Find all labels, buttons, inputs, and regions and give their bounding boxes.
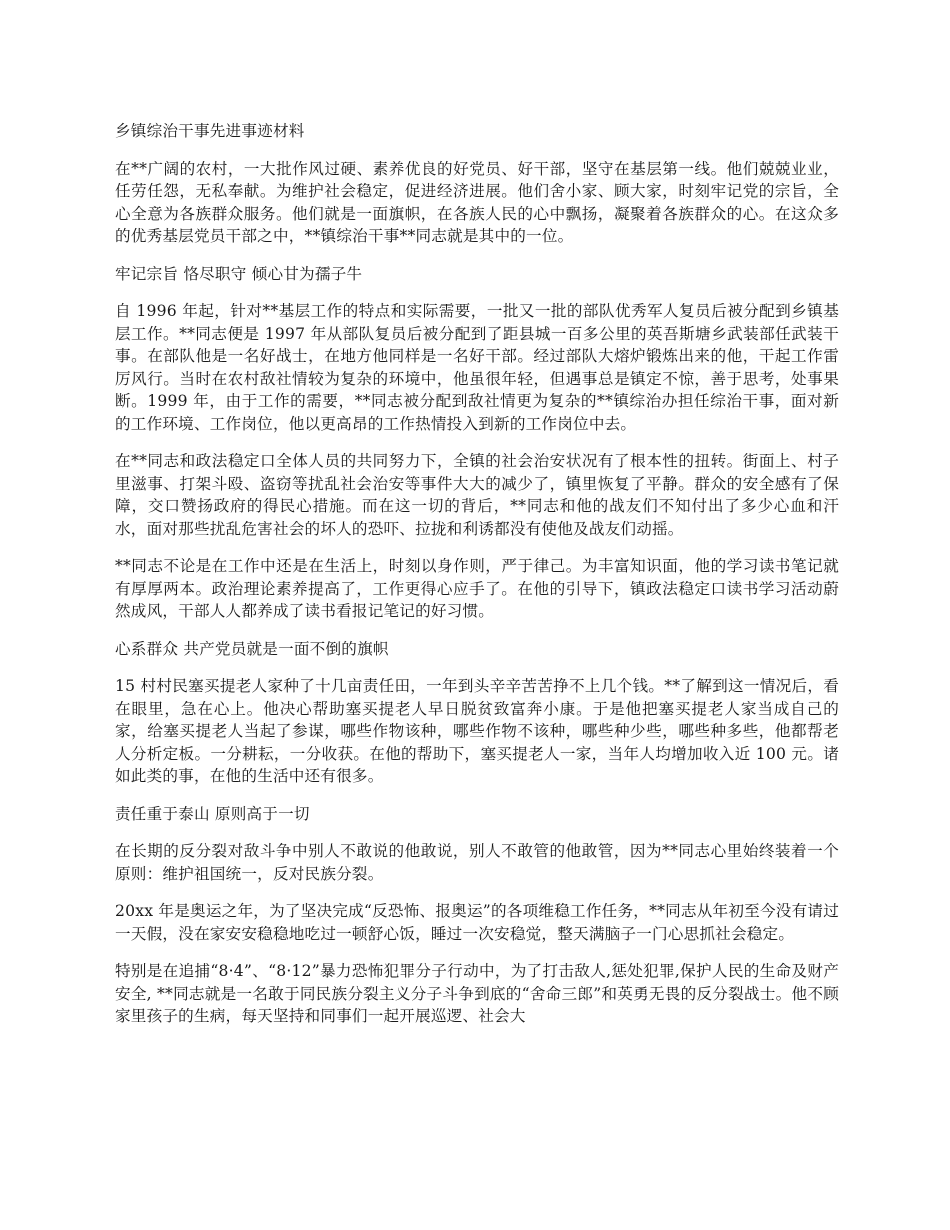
paragraph-self-discipline: **同志不论是在工作中还是在生活上，时刻以身作则，严于律己。为丰富知识面，他的学习读书笔记就有厚厚两本。政治理论素养提高了，工作更得心应手了。在他的引导下，镇政法稳定口读书学习活动蔚然成风，干部人人都养成了读书看报记笔记的好习惯。	[115, 557, 839, 620]
paragraph-helping-villager: 15 村村民塞买提老人家种了十几亩责任田，一年到头辛辛苦苦挣不上几个钱。**了解到这一情况后，看在眼里，急在心上。他决心帮助塞买提老人早日脱贫致富奔小康。于是他把塞买提老人家当成自己的家，给塞买提老人当起了参谋，哪些作物该种，哪些作物不该种，哪些种少些，哪些种多些，他都帮老人分析定板。一分耕耘，一分收获。在他的帮助下，塞买提老人一家，当年人均增加收入近 100 元。诸如此类的事，在他的生活中还有很多。	[115, 677, 839, 785]
paragraph-career: 自 1996 年起，针对**基层工作的特点和实际需要，一批又一批的部队优秀军人复员后被分配到乡镇基层工作。**同志便是 1997 年从部队复员后被分配到了距县城一百多公里的英吾斯塘乡武装部任武装干事。在部队他是一名好战士，在地方他同样是一名好干部。经过部队大熔炉锻炼出来的他，干起工作雷厉风行。当时在农村敌社情较为复杂的环境中，他虽很年轻，但遇事总是镇定不惊，善于思考，处事果断。1999 年，由于工作的需要，**同志被分配到敌社情更为复杂的**镇综治办担任综治干事，面对新的工作环境、工作岗位，他以更高昂的工作热情投入到新的工作岗位中去。	[115, 302, 839, 433]
paragraph-olympic-year: 20xx 年是奥运之年，为了坚决完成“反恐怖、报奥运”的各项维稳工作任务，**同志从年初至今没有请过一天假，没在家安安稳稳地吃过一顿舒心饭，睡过一次安稳觉，整天满脑子一门心思抓社会稳定。	[115, 902, 839, 943]
paragraph-public-security: 在**同志和政法稳定口全体人员的共同努力下，全镇的社会治安状况有了根本性的扭转。街面上、村子里滋事、打架斗殴、盗窃等扰乱社会治安等事件大大的减少了，镇里恢复了平静。群众的安全感有了保障，交口赞扬政府的得民心措施。而在这一切的背后，**同志和他的战友们不知付出了多少心血和汗水，面对那些扰乱危害社会的坏人的恐吓、拉拢和利诱都没有使他及战友们动摇。	[115, 452, 839, 538]
paragraph-intro: 在**广阔的农村，一大批作风过硬、素养优良的好党员、好干部，坚守在基层第一线。他们兢兢业业，任劳任怨，无私奉献。为维护社会稳定，促进经济进展。他们舍小家、顾大家，时刻牢记党的宗旨，全心全意为各族群众服务。他们就是一面旗帜，在各族人民的心中飘扬，凝聚着各族群众的心。在这众多的优秀基层党员干部之中，**镇综治干事**同志就是其中的一位。	[115, 159, 839, 245]
paragraph-pursuit: 特别是在追捕“8·4”、“8·12”暴力恐怖犯罪分子行动中，为了打击敌人,惩处犯罪,保护人民的生命及财产安全, **同志就是一名敢于同民族分裂主义分子斗争到底的“舍命三郎”和英勇无畏的反分裂战士。他不顾家里孩子的生病，每天坚持和同事们一起开展巡逻、社会大	[115, 962, 839, 1025]
section-heading-3: 责任重于泰山 原则高于一切	[115, 804, 310, 823]
document-title: 乡镇综治干事先进事迹材料	[115, 122, 305, 140]
section-heading-2: 心系群众 共产党员就是一面不倒的旗帜	[115, 639, 389, 658]
paragraph-principle: 在长期的反分裂对敌斗争中别人不敢说的他敢说，别人不敢管的他敢管，因为**同志心里始终装着一个原则：维护祖国统一，反对民族分裂。	[115, 842, 839, 883]
section-heading-1: 牢记宗旨 恪尽职守 倾心甘为孺子牛	[115, 264, 363, 283]
document-page	[115, 120, 839, 1043]
